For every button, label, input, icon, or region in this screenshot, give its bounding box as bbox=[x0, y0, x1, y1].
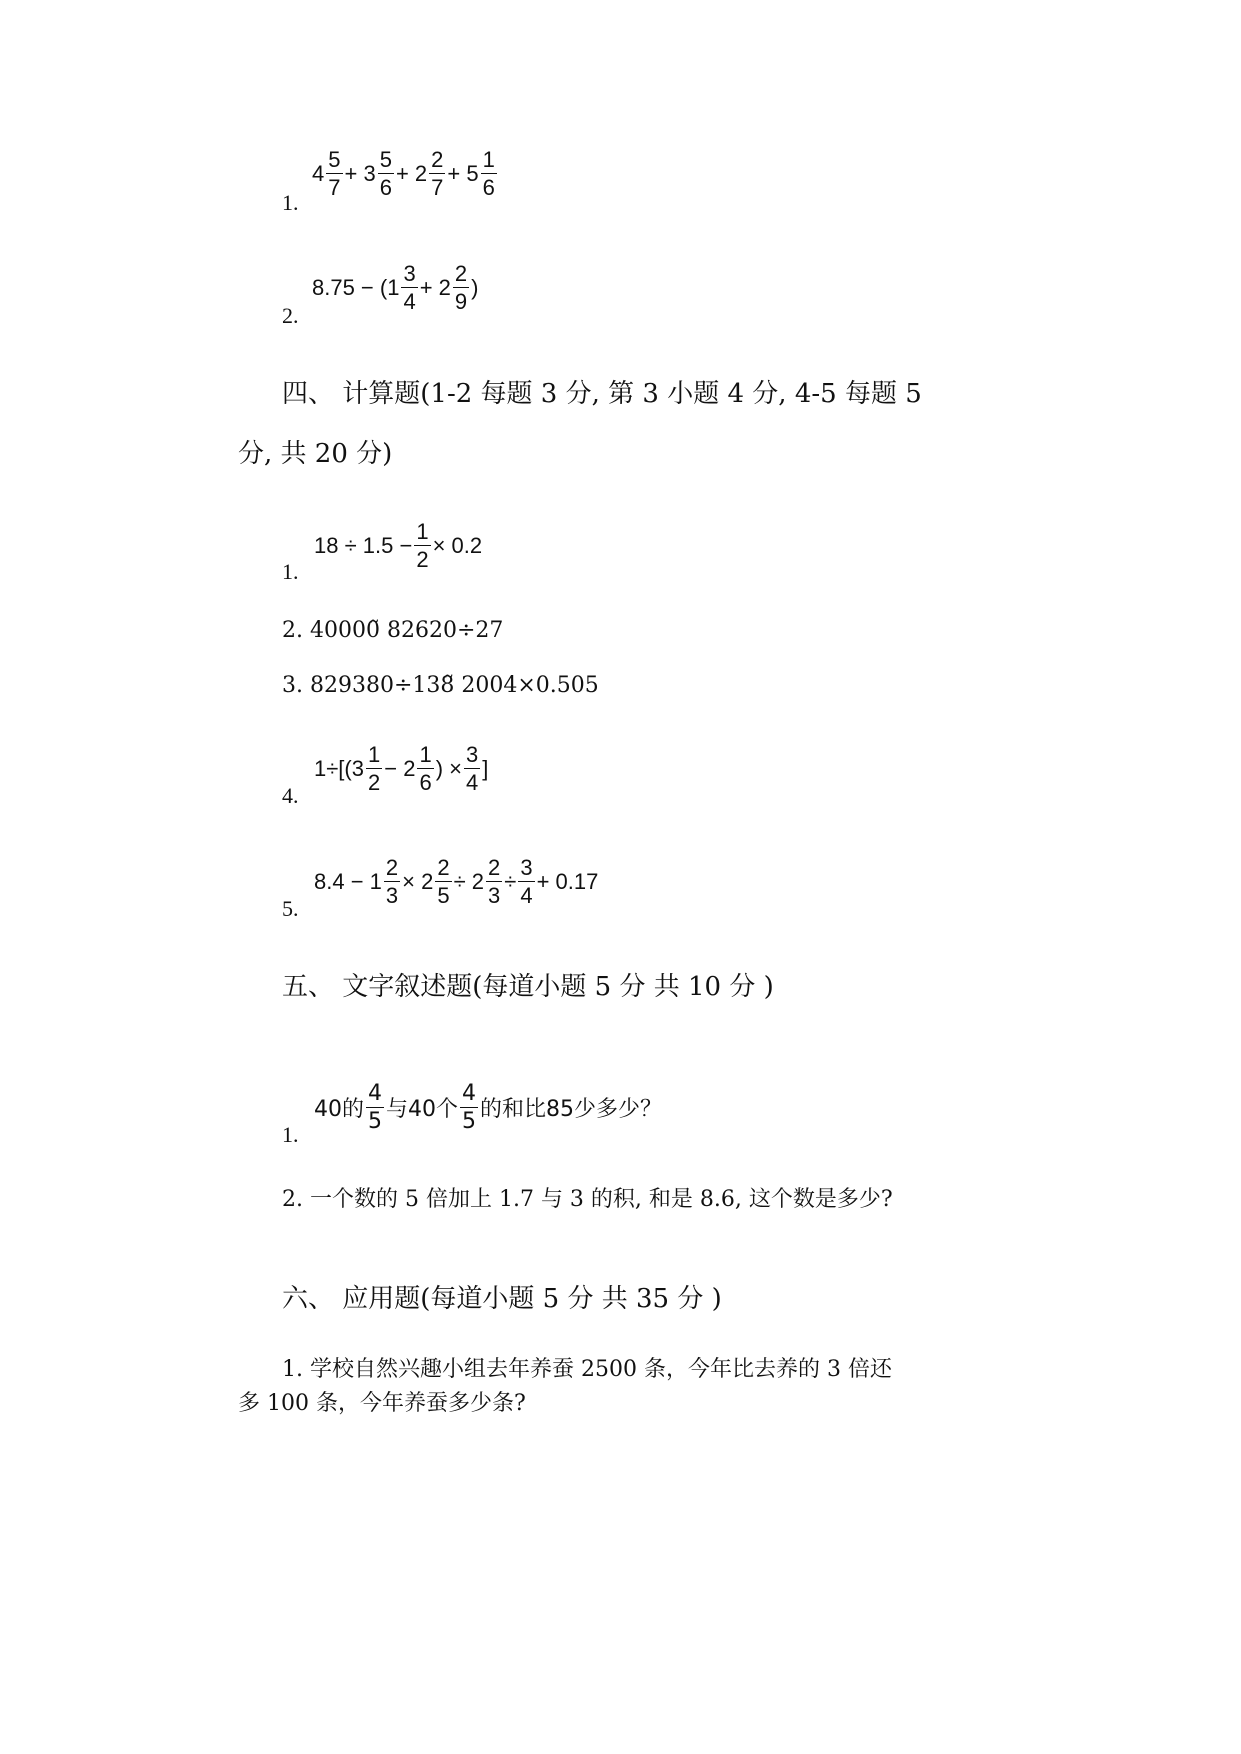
fraction-bar bbox=[435, 881, 451, 882]
problem-number: 5. bbox=[282, 896, 299, 921]
problem-line: 1. 学校自然兴趣小组去年养蚕 2500 条，今年比去养的 3 倍还 bbox=[282, 1357, 892, 1382]
term: 8.4 − 1 bbox=[314, 868, 382, 894]
term: 8.75 − (1 bbox=[312, 274, 400, 300]
denominator: 5 bbox=[368, 1109, 382, 1135]
math-expression bbox=[312, 148, 499, 199]
term: ÷ 2 bbox=[453, 868, 485, 894]
fraction bbox=[486, 856, 502, 907]
numerator: 2 bbox=[385, 855, 399, 880]
numerator: 3 bbox=[403, 261, 416, 286]
denominator: 4 bbox=[465, 770, 479, 796]
fraction bbox=[460, 1082, 478, 1133]
fraction-bar bbox=[460, 1107, 478, 1108]
term: + 5 bbox=[447, 160, 479, 186]
math-expression bbox=[314, 520, 482, 571]
numerator: 3 bbox=[465, 742, 479, 767]
fraction-bar bbox=[464, 768, 480, 769]
term: 与40个 bbox=[386, 1097, 458, 1123]
fraction bbox=[401, 262, 417, 313]
term: × 2 bbox=[402, 868, 434, 894]
numerator: 1 bbox=[416, 519, 429, 544]
term: 18 ÷ 1.5 − bbox=[314, 532, 413, 558]
fraction-bar bbox=[326, 173, 342, 174]
fraction-bar bbox=[378, 173, 394, 174]
fraction bbox=[378, 148, 394, 199]
numerator: 4 bbox=[368, 1081, 382, 1106]
numerator: 5 bbox=[379, 147, 392, 172]
numerator: 1 bbox=[419, 742, 432, 767]
section-heading: 六、 应用题(每道小题 5 分 共 35 分 ) bbox=[282, 1284, 722, 1314]
denominator: 6 bbox=[379, 175, 392, 201]
fraction bbox=[453, 262, 469, 313]
problem-number: 2. bbox=[282, 303, 299, 328]
term: 40的 bbox=[314, 1097, 364, 1123]
section-heading: 四、 计算题(1-2 每题 3 分, 第 3 小题 4 分, 4-5 每题 5 bbox=[282, 379, 922, 409]
fraction-bar bbox=[429, 173, 445, 174]
fraction-bar bbox=[518, 881, 534, 882]
term: + 2 bbox=[395, 160, 428, 186]
denominator: 4 bbox=[403, 289, 416, 315]
denominator: 3 bbox=[488, 883, 501, 909]
denominator: 3 bbox=[385, 883, 399, 909]
numerator: 2 bbox=[488, 855, 501, 880]
term: + 0.17 bbox=[536, 868, 599, 894]
numerator: 3 bbox=[520, 855, 533, 880]
fraction-bar bbox=[401, 287, 417, 288]
fraction-bar bbox=[486, 881, 502, 882]
math-expression bbox=[314, 743, 488, 794]
problem-line-continued: 多 100 条，今年养蚕多少条? bbox=[238, 1391, 526, 1416]
fraction-bar bbox=[384, 881, 400, 882]
term: 1÷[(3 bbox=[314, 755, 364, 781]
fraction bbox=[429, 148, 445, 199]
math-expression bbox=[314, 1082, 662, 1133]
term: × 0.2 bbox=[432, 532, 483, 558]
problem-number: 1. bbox=[282, 1122, 299, 1147]
fraction-bar bbox=[417, 768, 433, 769]
denominator: 4 bbox=[520, 883, 533, 909]
term: ÷ bbox=[504, 868, 517, 894]
fraction-bar bbox=[366, 1107, 384, 1108]
fraction-bar bbox=[481, 173, 497, 174]
fraction-bar bbox=[414, 545, 430, 546]
fraction bbox=[417, 743, 433, 794]
fraction bbox=[464, 743, 480, 794]
numerator: 5 bbox=[328, 147, 341, 172]
fraction bbox=[366, 743, 382, 794]
problem-line: 3. 829380÷138̃ 2004×0.505 bbox=[282, 673, 599, 698]
problem-number: 1. bbox=[282, 190, 299, 215]
section-heading-continued: 分, 共 20 分) bbox=[238, 439, 393, 469]
denominator: 6 bbox=[482, 175, 495, 201]
section-heading: 五、 文字叙述题(每道小题 5 分 共 10 分 ) bbox=[282, 972, 774, 1002]
denominator: 6 bbox=[419, 770, 432, 796]
term: + 2 bbox=[419, 274, 451, 300]
term: + 3 bbox=[344, 160, 376, 186]
numerator: 2 bbox=[437, 855, 450, 880]
denominator: 9 bbox=[454, 289, 468, 315]
fraction-bar bbox=[453, 287, 469, 288]
fraction-bar bbox=[366, 768, 382, 769]
term: ] bbox=[482, 755, 489, 781]
term: 4 bbox=[312, 160, 325, 186]
term: ) bbox=[471, 274, 479, 300]
math-expression bbox=[314, 856, 598, 907]
denominator: 2 bbox=[367, 770, 381, 796]
numerator: 1 bbox=[482, 147, 495, 172]
fraction bbox=[414, 520, 430, 571]
fraction bbox=[384, 856, 400, 907]
term: − 2 bbox=[384, 755, 416, 781]
numerator: 4 bbox=[462, 1081, 476, 1106]
denominator: 2 bbox=[416, 547, 429, 573]
denominator: 5 bbox=[437, 883, 450, 909]
problem-number: 1. bbox=[282, 559, 299, 584]
denominator: 7 bbox=[431, 175, 444, 201]
denominator: 5 bbox=[462, 1109, 476, 1135]
math-expression bbox=[312, 262, 478, 313]
problem-line: 2. 40000̃ 82620÷27 bbox=[282, 618, 504, 643]
denominator: 7 bbox=[328, 175, 341, 201]
numerator: 2 bbox=[454, 261, 468, 286]
numerator: 1 bbox=[367, 742, 381, 767]
fraction bbox=[518, 856, 534, 907]
fraction bbox=[326, 148, 342, 199]
fraction bbox=[481, 148, 497, 199]
numerator: 2 bbox=[431, 147, 444, 172]
fraction bbox=[366, 1082, 384, 1133]
problem-number: 4. bbox=[282, 783, 299, 808]
fraction bbox=[435, 856, 451, 907]
problem-line: 2. 一个数的 5 倍加上 1.7 与 3 的积, 和是 8.6, 这个数是多少? bbox=[282, 1187, 893, 1212]
term: ) × bbox=[435, 755, 462, 781]
term: 的和比85少多少？ bbox=[480, 1097, 662, 1123]
